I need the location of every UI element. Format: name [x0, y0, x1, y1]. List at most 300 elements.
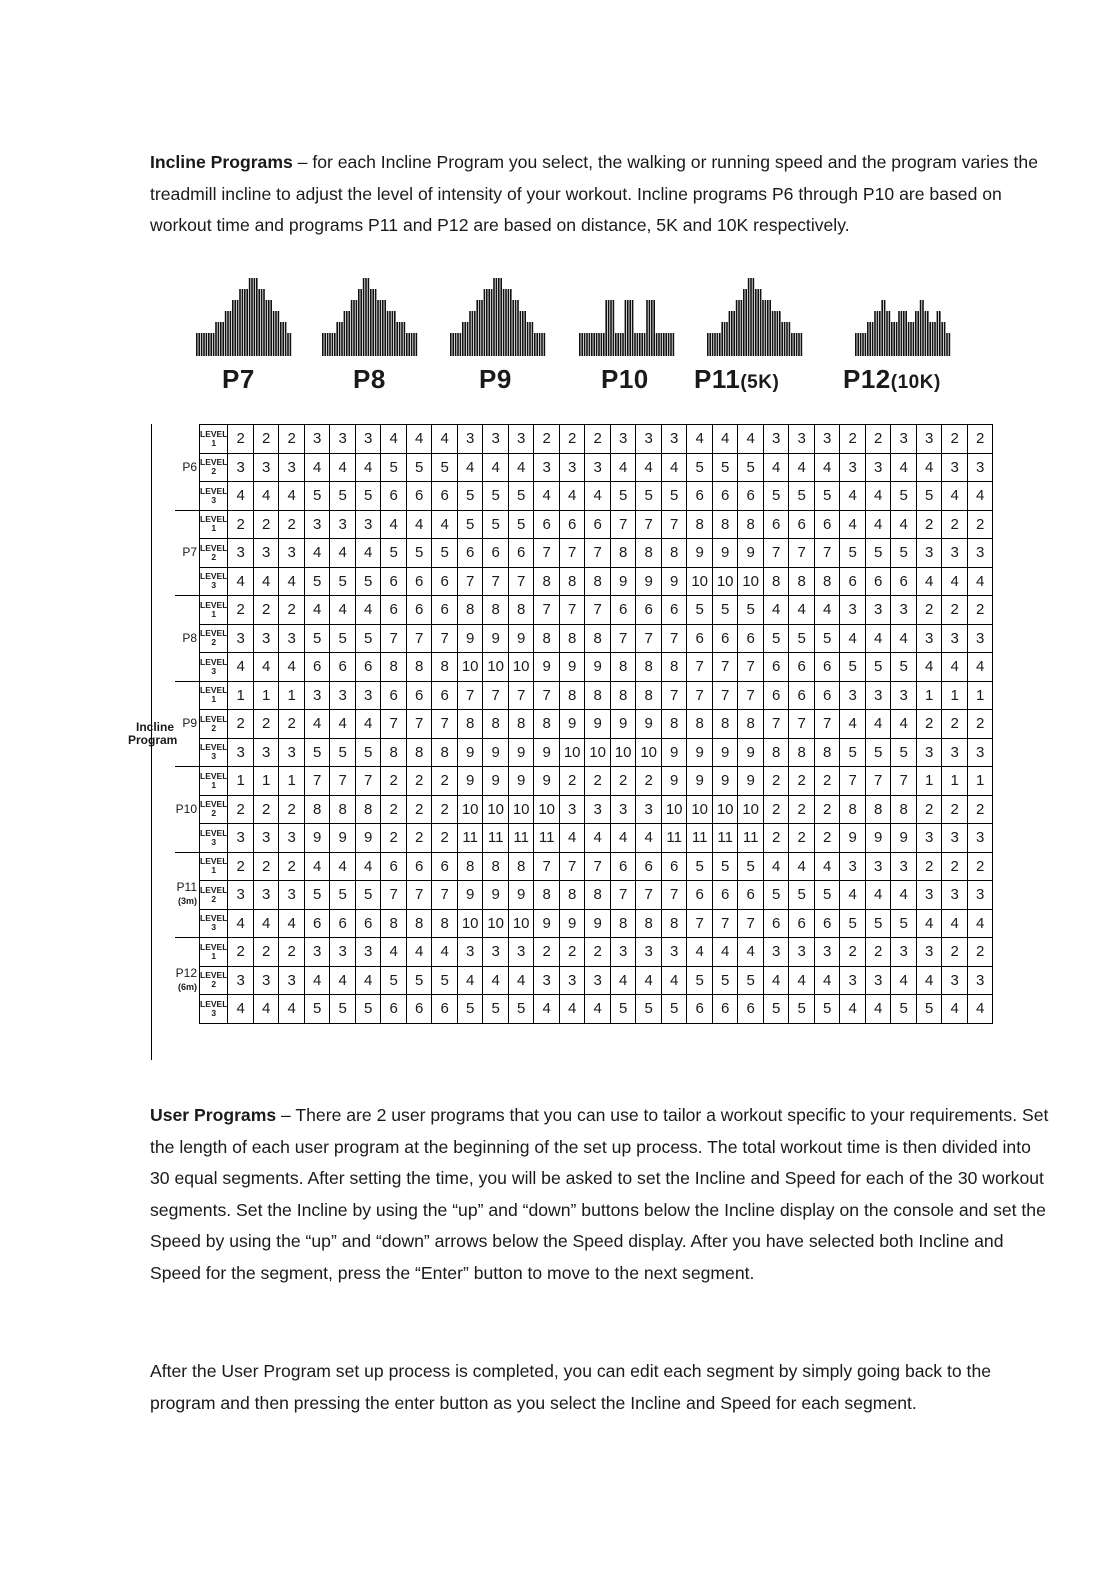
incline-value-cell: 4: [865, 510, 891, 539]
profile-bar: [213, 333, 215, 356]
incline-value-cell: 7: [559, 852, 585, 881]
table-row: [175, 824, 993, 853]
profile-bar: [382, 300, 384, 356]
incline-value-cell: 5: [330, 738, 356, 767]
profile-bar: [610, 300, 612, 356]
incline-value-cell: 2: [942, 510, 968, 539]
incline-value-cell: 4: [763, 966, 789, 995]
incline-value-cell: 3: [457, 938, 483, 967]
incline-value-cell: 4: [483, 966, 509, 995]
incline-value-cell: 8: [585, 624, 611, 653]
incline-value-cell: 4: [253, 567, 279, 596]
incline-value-cell: 2: [559, 767, 585, 796]
profile-bar: [196, 333, 198, 356]
profile-bar: [714, 333, 716, 356]
incline-value-cell: 8: [610, 653, 636, 682]
incline-value-cell: 5: [687, 596, 713, 625]
level-number: 1: [211, 437, 217, 448]
profile-label-p7: [222, 364, 255, 395]
incline-value-cell: 4: [253, 482, 279, 511]
incline-value-cell: 9: [355, 824, 381, 853]
incline-value-cell: 9: [661, 567, 687, 596]
incline-value-cell: 5: [763, 995, 789, 1024]
incline-value-cell: 6: [610, 596, 636, 625]
incline-value-cell: 5: [738, 453, 764, 482]
incline-value-cell: 3: [763, 425, 789, 454]
incline-value-cell: 4: [865, 995, 891, 1024]
incline-value-cell: 6: [381, 567, 407, 596]
incline-value-cell: 7: [610, 510, 636, 539]
profile-bar: [227, 311, 229, 356]
profile-label-text: P12: [843, 364, 891, 394]
incline-value-cell: 4: [381, 938, 407, 967]
incline-value-cell: 7: [814, 539, 840, 568]
incline-value-cell: 11: [661, 824, 687, 853]
profile-bar: [256, 278, 258, 356]
incline-value-cell: 4: [432, 425, 458, 454]
profile-bar: [486, 289, 488, 356]
profile-bar: [351, 300, 353, 356]
incline-value-cell: 4: [330, 453, 356, 482]
incline-value-cell: 4: [738, 425, 764, 454]
profile-bar: [377, 300, 379, 356]
incline-value-cell: 7: [789, 710, 815, 739]
level-number: 2: [211, 722, 217, 733]
profile-bar: [629, 300, 631, 356]
incline-value-cell: 3: [814, 425, 840, 454]
profile-bars-p8: [322, 276, 418, 356]
incline-value-cell: 3: [610, 425, 636, 454]
incline-value-cell: 9: [738, 738, 764, 767]
incline-value-cell: 4: [355, 453, 381, 482]
level-cell: [200, 539, 228, 568]
incline-value-cell: 5: [840, 539, 866, 568]
incline-value-cell: 4: [534, 482, 560, 511]
profile-bar: [789, 322, 791, 356]
incline-value-cell: 5: [763, 881, 789, 910]
incline-value-cell: 2: [253, 710, 279, 739]
profile-bar: [287, 333, 289, 356]
incline-value-cell: 4: [967, 995, 993, 1024]
incline-value-cell: 7: [534, 852, 560, 881]
incline-value-cell: 5: [355, 995, 381, 1024]
table-row: [175, 795, 993, 824]
level-word: LEVEL: [200, 656, 228, 667]
profile-bar: [632, 300, 634, 356]
profile-bar: [329, 333, 331, 356]
level-word: LEVEL: [200, 998, 228, 1009]
incline-value-cell: 7: [738, 681, 764, 710]
incline-value-cell: 9: [508, 881, 534, 910]
incline-value-cell: 10: [687, 795, 713, 824]
program-name-cell: [175, 510, 200, 596]
incline-value-cell: 8: [432, 653, 458, 682]
incline-value-cell: 5: [304, 738, 330, 767]
profile-bar: [462, 322, 464, 356]
incline-value-cell: 5: [661, 482, 687, 511]
incline-value-cell: 8: [712, 710, 738, 739]
profile-bar: [784, 322, 786, 356]
incline-value-cell: 9: [891, 824, 917, 853]
incline-value-cell: 8: [661, 653, 687, 682]
incline-value-cell: 6: [406, 596, 432, 625]
incline-value-cell: 10: [457, 653, 483, 682]
incline-value-cell: 5: [304, 881, 330, 910]
incline-value-cell: 2: [789, 795, 815, 824]
incline-value-cell: 4: [942, 482, 968, 511]
incline-value-cell: 5: [891, 653, 917, 682]
incline-value-cell: 6: [789, 653, 815, 682]
incline-value-cell: 8: [636, 539, 662, 568]
profile-bar: [869, 322, 871, 356]
incline-value-cell: 4: [304, 596, 330, 625]
profile-bar: [867, 322, 869, 356]
level-cell: [200, 824, 228, 853]
level-cell: [200, 966, 228, 995]
incline-value-cell: 9: [712, 539, 738, 568]
incline-value-cell: 6: [712, 482, 738, 511]
profile-bar: [285, 322, 287, 356]
profile-bar: [615, 333, 617, 356]
incline-value-cell: 8: [559, 681, 585, 710]
profile-label-text: P11: [694, 364, 741, 394]
incline-value-cell: 4: [279, 995, 305, 1024]
incline-value-cell: 7: [330, 767, 356, 796]
profile-bar: [416, 333, 418, 356]
profile-bar: [218, 322, 220, 356]
incline-value-cell: 2: [253, 596, 279, 625]
profile-bar: [544, 333, 546, 356]
table-row: [175, 425, 993, 454]
incline-value-cell: 3: [916, 881, 942, 910]
incline-value-cell: 2: [967, 938, 993, 967]
profile-bar: [356, 300, 358, 356]
incline-value-cell: 5: [457, 510, 483, 539]
incline-value-cell: 9: [457, 624, 483, 653]
profile-bar: [925, 311, 927, 356]
incline-value-cell: 6: [406, 852, 432, 881]
profile-bar: [793, 333, 795, 356]
incline-value-cell: 9: [508, 738, 534, 767]
incline-value-cell: 4: [967, 567, 993, 596]
profile-bar: [891, 322, 893, 356]
profile-bar: [450, 333, 452, 356]
incline-value-cell: 8: [483, 852, 509, 881]
level-cell: [200, 425, 228, 454]
incline-value-cell: 6: [661, 596, 687, 625]
incline-value-cell: 11: [534, 824, 560, 853]
incline-grid: [175, 424, 993, 1024]
incline-value-cell: 3: [279, 966, 305, 995]
profile-bar: [401, 322, 403, 356]
incline-value-cell: 2: [916, 710, 942, 739]
profile-bar: [493, 278, 495, 356]
incline-value-cell: 2: [942, 852, 968, 881]
incline-value-cell: 8: [687, 710, 713, 739]
incline-value-cell: 5: [330, 881, 356, 910]
incline-value-cell: 3: [483, 938, 509, 967]
incline-value-cell: 7: [585, 596, 611, 625]
incline-value-cell: 5: [432, 966, 458, 995]
incline-value-cell: 2: [814, 824, 840, 853]
profile-bar: [889, 311, 891, 356]
incline-value-cell: 5: [865, 653, 891, 682]
profile-label-p8: [353, 364, 386, 395]
incline-value-cell: 6: [712, 881, 738, 910]
incline-value-cell: 10: [661, 795, 687, 824]
incline-value-cell: 3: [610, 795, 636, 824]
incline-value-cell: 5: [763, 482, 789, 511]
incline-value-cell: 8: [304, 795, 330, 824]
profile-bar: [360, 289, 362, 356]
incline-value-cell: 9: [534, 738, 560, 767]
incline-value-cell: 2: [228, 795, 254, 824]
incline-value-cell: 5: [304, 995, 330, 1024]
incline-value-cell: 2: [763, 824, 789, 853]
profile-bar: [750, 278, 752, 356]
incline-value-cell: 6: [763, 681, 789, 710]
incline-value-cell: 4: [967, 909, 993, 938]
incline-value-cell: 8: [661, 909, 687, 938]
profile-bar: [908, 322, 910, 356]
incline-value-cell: 3: [304, 681, 330, 710]
level-word: LEVEL: [200, 941, 228, 952]
incline-value-cell: 10: [738, 795, 764, 824]
incline-value-cell: 8: [457, 596, 483, 625]
incline-value-cell: 8: [585, 681, 611, 710]
incline-value-cell: 4: [253, 995, 279, 1024]
incline-value-cell: 10: [712, 567, 738, 596]
profile-bar: [665, 333, 667, 356]
incline-value-cell: 3: [253, 453, 279, 482]
profile-bar: [290, 333, 292, 356]
incline-value-cell: 2: [228, 510, 254, 539]
program-name: P12: [175, 966, 197, 980]
incline-value-cell: 4: [432, 938, 458, 967]
incline-value-cell: 2: [967, 795, 993, 824]
incline-value-cell: 3: [279, 881, 305, 910]
profile-bar: [651, 300, 653, 356]
incline-value-cell: 7: [534, 596, 560, 625]
level-number: 3: [211, 1007, 217, 1018]
incline-value-cell: 4: [840, 482, 866, 511]
incline-value-cell: 5: [840, 653, 866, 682]
profile-bar: [944, 322, 946, 356]
profile-bar: [263, 289, 265, 356]
profile-bar: [639, 333, 641, 356]
incline-value-cell: 3: [330, 681, 356, 710]
incline-value-cell: 6: [865, 567, 891, 596]
incline-value-cell: 8: [483, 710, 509, 739]
profile-bar: [598, 333, 600, 356]
profile-bar: [646, 300, 648, 356]
incline-value-cell: 2: [253, 938, 279, 967]
incline-value-cell: 3: [228, 824, 254, 853]
incline-value-cell: 4: [840, 510, 866, 539]
incline-value-cell: 3: [916, 425, 942, 454]
profile-bar: [215, 322, 217, 356]
profile-bar: [488, 289, 490, 356]
program-name: P9: [182, 716, 197, 731]
incline-value-cell: 10: [483, 909, 509, 938]
profile-bar: [496, 278, 498, 356]
incline-value-cell: 3: [279, 738, 305, 767]
profile-bar: [932, 322, 934, 356]
incline-value-cell: 9: [457, 881, 483, 910]
level-cell: [200, 482, 228, 511]
incline-value-cell: 7: [712, 681, 738, 710]
incline-value-cell: 6: [763, 653, 789, 682]
incline-value-cell: 2: [763, 795, 789, 824]
incline-value-cell: 2: [789, 824, 815, 853]
incline-value-cell: 8: [738, 710, 764, 739]
table-row: [175, 738, 993, 767]
profile-bar: [724, 322, 726, 356]
incline-value-cell: 8: [534, 624, 560, 653]
level-number: 1: [211, 779, 217, 790]
incline-value-cell: 2: [279, 596, 305, 625]
profile-bar: [336, 322, 338, 356]
incline-value-cell: 9: [559, 909, 585, 938]
level-number: 2: [211, 551, 217, 562]
incline-value-cell: 5: [304, 624, 330, 653]
profile-bar: [375, 289, 377, 356]
incline-value-cell: 5: [840, 909, 866, 938]
profile-bar: [865, 333, 867, 356]
incline-value-cell: 4: [891, 624, 917, 653]
incline-value-cell: 6: [432, 596, 458, 625]
incline-value-cell: 4: [228, 482, 254, 511]
profile-label-text: P8: [353, 364, 386, 394]
incline-value-cell: 4: [585, 482, 611, 511]
incline-value-cell: 4: [891, 510, 917, 539]
incline-value-cell: 2: [967, 852, 993, 881]
incline-value-cell: 8: [330, 795, 356, 824]
incline-value-cell: 3: [508, 938, 534, 967]
profile-bar: [332, 333, 334, 356]
incline-value-cell: 5: [891, 738, 917, 767]
incline-value-cell: 7: [432, 881, 458, 910]
profile-label-text: P7: [222, 364, 255, 394]
profile-bar: [467, 322, 469, 356]
incline-value-cell: 3: [891, 681, 917, 710]
incline-value-cell: 2: [840, 425, 866, 454]
incline-value-cell: 1: [253, 681, 279, 710]
incline-value-cell: 3: [355, 681, 381, 710]
profile-bar: [222, 322, 224, 356]
incline-value-cell: 6: [840, 567, 866, 596]
incline-value-cell: 5: [304, 567, 330, 596]
profile-bar: [719, 333, 721, 356]
incline-value-cell: 10: [559, 738, 585, 767]
intro-title: Incline Programs: [150, 152, 293, 172]
incline-value-cell: 4: [814, 453, 840, 482]
incline-value-cell: 4: [789, 966, 815, 995]
incline-value-cell: 6: [406, 567, 432, 596]
profile-bar: [455, 333, 457, 356]
incline-value-cell: 6: [738, 624, 764, 653]
profile-bar: [620, 333, 622, 356]
profile-bar: [949, 333, 951, 356]
incline-value-cell: 4: [636, 453, 662, 482]
incline-value-cell: 5: [789, 482, 815, 511]
incline-value-cell: 6: [687, 482, 713, 511]
profile-bar: [413, 333, 415, 356]
program-name: P10: [175, 801, 197, 816]
profile-bar: [510, 289, 512, 356]
incline-value-cell: 5: [508, 482, 534, 511]
incline-value-cell: 5: [508, 995, 534, 1024]
profile-bar: [929, 322, 931, 356]
incline-value-cell: 6: [687, 624, 713, 653]
incline-value-cell: 3: [967, 453, 993, 482]
level-cell: [200, 681, 228, 710]
profile-bar: [593, 333, 595, 356]
incline-value-cell: 3: [253, 539, 279, 568]
profile-bar: [225, 311, 227, 356]
profile-bar: [246, 289, 248, 356]
level-word: LEVEL: [200, 770, 228, 781]
incline-value-cell: 5: [483, 510, 509, 539]
incline-value-cell: 8: [432, 909, 458, 938]
level-word: LEVEL: [200, 685, 228, 696]
incline-value-cell: 10: [687, 567, 713, 596]
table-row: [175, 966, 993, 995]
profile-bar: [765, 300, 767, 356]
incline-value-cell: 4: [840, 881, 866, 910]
profile-bar: [855, 333, 857, 356]
program-name-cell: [175, 425, 200, 511]
profile-bar: [791, 333, 793, 356]
level-cell: [200, 938, 228, 967]
profile-bar: [278, 311, 280, 356]
profile-bar: [601, 333, 603, 356]
incline-value-cell: 5: [891, 909, 917, 938]
incline-value-cell: 4: [228, 567, 254, 596]
incline-value-cell: 7: [712, 653, 738, 682]
incline-value-cell: 3: [865, 681, 891, 710]
profile-bar: [534, 333, 536, 356]
incline-value-cell: 3: [916, 824, 942, 853]
incline-value-cell: 4: [406, 938, 432, 967]
incline-value-cell: 7: [661, 881, 687, 910]
incline-value-cell: 4: [279, 653, 305, 682]
profile-bar: [901, 311, 903, 356]
program-note: (3m): [177, 896, 197, 907]
profile-bar: [893, 322, 895, 356]
level-number: 2: [211, 808, 217, 819]
incline-value-cell: 9: [585, 653, 611, 682]
incline-value-cell: 6: [636, 852, 662, 881]
incline-value-cell: 2: [967, 510, 993, 539]
incline-value-cell: 3: [942, 966, 968, 995]
incline-value-cell: 4: [865, 624, 891, 653]
incline-value-cell: 5: [712, 966, 738, 995]
incline-value-cell: 11: [508, 824, 534, 853]
profile-bar: [394, 311, 396, 356]
incline-value-cell: 2: [763, 767, 789, 796]
incline-value-cell: 3: [253, 966, 279, 995]
profile-bar: [884, 300, 886, 356]
incline-value-cell: 3: [253, 824, 279, 853]
profile-bar: [529, 322, 531, 356]
incline-value-cell: 1: [967, 767, 993, 796]
incline-value-cell: 4: [763, 453, 789, 482]
profile-bar: [327, 333, 329, 356]
incline-value-cell: 11: [687, 824, 713, 853]
level-word: LEVEL: [200, 485, 228, 496]
incline-value-cell: 3: [585, 795, 611, 824]
